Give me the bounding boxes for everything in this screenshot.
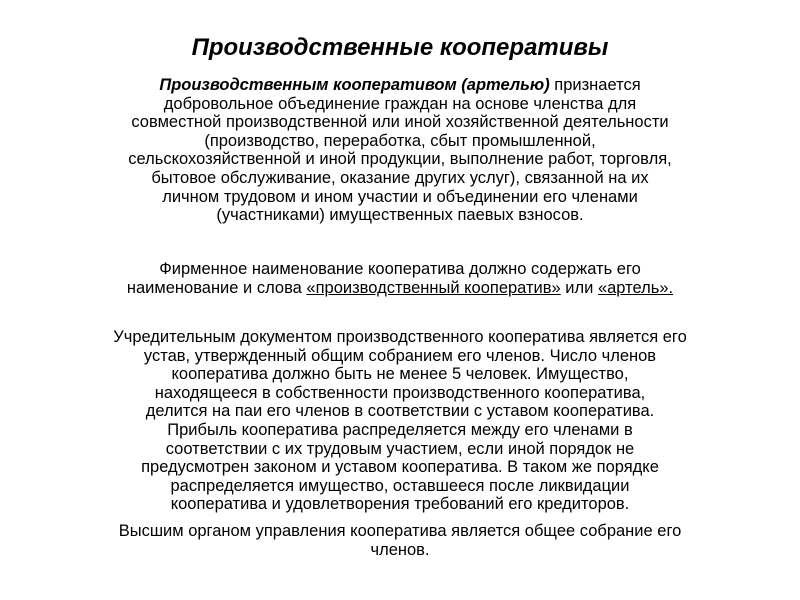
governance-line: членов. xyxy=(370,540,430,559)
definition-line: сельскохозяйственной и иной продукции, выполнение работ, торговля, xyxy=(128,150,672,169)
definition-paragraph xyxy=(0,76,800,225)
charter-line: находящееся в собственности производственного кооператива, xyxy=(154,383,646,402)
slide-title: Производственные кооперативы xyxy=(191,34,609,61)
definition-line: (участниками) имущественных паевых взносов. xyxy=(216,206,584,225)
charter-line: устав, утвержденный общим собранием его членов. Число членов xyxy=(143,346,657,365)
definition-term: Производственным кооперативом (артелью) xyxy=(159,76,550,94)
definition-line: совместной производственной или иной хозяйственной деятельности xyxy=(131,113,669,132)
charter-line: кооператива и удовлетворения требований его кредиторов. xyxy=(170,495,630,514)
charter-line: делится на паи его членов в соответствии с уставом кооператива. xyxy=(145,402,655,421)
charter-paragraph xyxy=(0,328,800,514)
term-production-cooperative: «производственный кооператив» xyxy=(306,278,561,297)
governance-line: Высшим органом управления кооператива является общее собрание его xyxy=(118,522,682,540)
charter-line: распределяется имущество, оставшееся после ликвидации xyxy=(170,476,630,495)
firm-name-line-1: Фирменное наименование кооператива должно содержать его xyxy=(159,260,641,278)
charter-line: Прибыль кооператива распределяется между его членами в xyxy=(167,420,633,439)
charter-line: Учредительным документом производственного кооператива является его xyxy=(113,328,687,346)
firm-name-paragraph xyxy=(0,260,800,297)
charter-line: кооператива должно быть не менее 5 человек. Имущество, xyxy=(171,365,629,384)
charter-line: соответствии с их трудовым участием, если иной порядок не xyxy=(165,439,635,458)
definition-line: добровольное объединение граждан на основе членства для xyxy=(163,94,637,113)
definition-lead-rest: признается xyxy=(549,76,641,94)
definition-line: бытовое обслуживание, оказание других услуг), связанной на их xyxy=(151,168,649,187)
firm-name-text: наименование и слова xyxy=(126,278,307,297)
definition-line-1 xyxy=(0,76,800,95)
charter-line: предусмотрен законом и уставом кооператива. В таком же порядке xyxy=(141,458,659,477)
definition-line: (производство, переработка, сбыт промышленной, xyxy=(204,131,596,150)
term-artel: «артель». xyxy=(597,278,674,297)
firm-name-conjunction: или xyxy=(560,278,598,297)
definition-line: личном трудовом и ином участии и объединении его членами xyxy=(162,187,638,206)
firm-name-line-2 xyxy=(0,279,800,298)
governance-paragraph xyxy=(0,522,800,559)
